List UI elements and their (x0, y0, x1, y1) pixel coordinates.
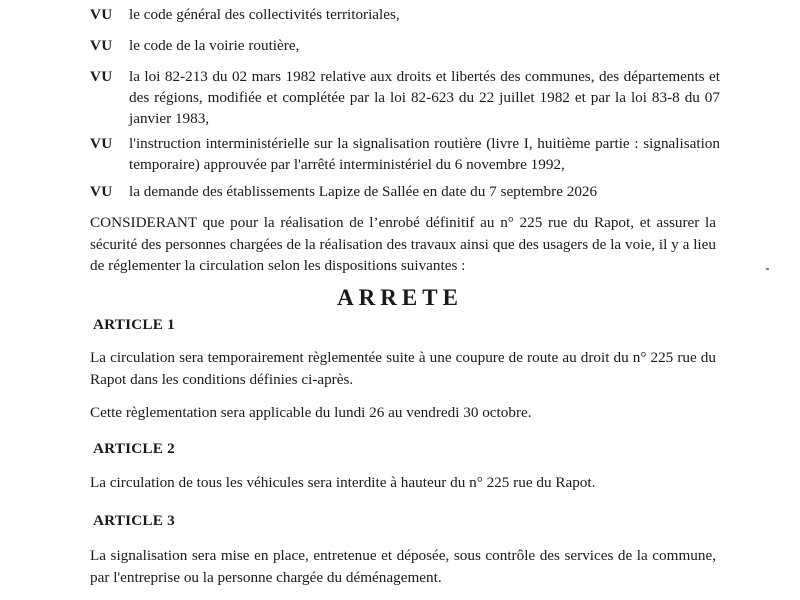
visa-item (90, 66, 720, 129)
visa-text: l'instruction interministérielle sur la signalisation routière (livre I, huitième partie : signalisation temporaire) approuvée par l'arrêté interministériel du 6 novembre 1992, (129, 135, 720, 173)
visa-text: la demande des établissements Lapize de Sallée en date du 7 septembre 2026 (129, 183, 598, 200)
article-3-paragraph-1: La signalisation sera mise en place, entretenue et déposée, sous contrôle des services de la commune, par l'entreprise ou la personne chargée du déménagement. (90, 547, 716, 586)
visa-text: le code général des collectivités territoriales, (129, 6, 400, 23)
article-3-title: ARTICLE 3 (93, 512, 175, 529)
visa-item (90, 181, 720, 202)
scan-speck (766, 268, 769, 270)
article-1-paragraph-2: Cette règlementation sera applicable du lundi 26 au vendredi 30 octobre. (90, 404, 532, 421)
article-2-paragraph-1: La circulation de tous les véhicules sera interdite à hauteur du n° 225 rue du Rapot. (90, 474, 596, 491)
article-1-title: ARTICLE 1 (93, 316, 175, 333)
article-2-title: ARTICLE 2 (93, 440, 175, 457)
visa-text: le code de la voirie routière, (129, 37, 300, 54)
visa-label: VU (90, 183, 113, 200)
visa-label: VU (90, 68, 113, 85)
visa-text: la loi 82-213 du 02 mars 1982 relative aux droits et libertés des communes, des départements et des régions, modifiée et complétée par la loi 82-623 du 22 juillet 1982 et par la loi 83-8 du 07 janvier 1983, (129, 68, 720, 127)
considerant-paragraph: CONSIDERANT que pour la réalisation de l’enrobé définitif au n° 225 rue du Rapot, et assurer la sécurité des personnes chargées de la réalisation des travaux ainsi que des usagers de la voie, il y a lieu de réglementer la circulation selon les dispositions suivantes : (90, 214, 716, 274)
arrete-heading: ARRETE (337, 285, 463, 310)
visa-item (90, 35, 720, 56)
article-1-paragraph-1: La circulation sera temporairement règlementée suite à une coupure de route au droit du n° 225 rue du Rapot dans les conditions définies ci-après. (90, 349, 716, 388)
visa-label: VU (90, 135, 113, 152)
visa-label: VU (90, 37, 113, 54)
visa-item (90, 4, 720, 25)
visa-label: VU (90, 6, 113, 23)
visa-item (90, 133, 720, 175)
